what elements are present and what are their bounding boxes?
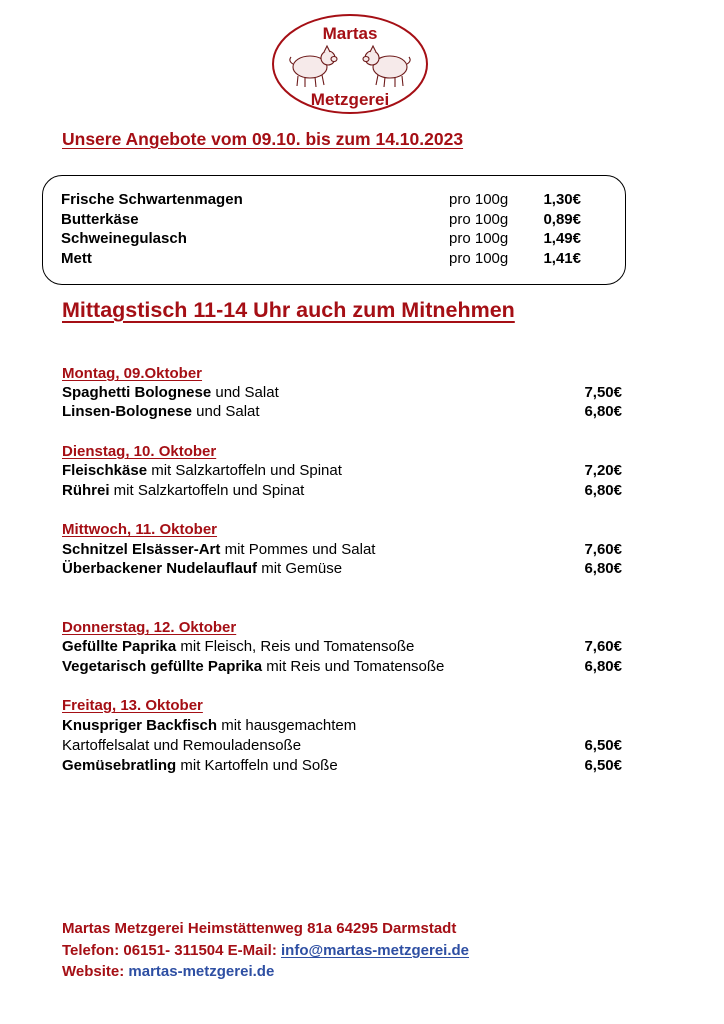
dish-name: Gefüllte Paprika [62, 638, 177, 655]
dish-side: Kartoffelsalat und Remouladensoße [62, 737, 302, 754]
dish-side: mit Gemüse [257, 560, 343, 577]
dish-side: und Salat [211, 384, 279, 401]
dish-price: 7,20€ [584, 462, 622, 479]
dish-row [62, 658, 622, 678]
footer-address: Martas Metzgerei Heimstättenweg 81a 64295 Darmstadt [62, 920, 457, 937]
dish-name: Linsen-Bolognese [62, 403, 193, 420]
offer-row [61, 230, 621, 250]
dish-price: 6,80€ [584, 560, 622, 577]
offer-name: Frische Schwartenmagen [61, 191, 243, 208]
dish-row [62, 737, 622, 757]
offer-price: 0,89€ [543, 211, 581, 228]
footer-contact [62, 942, 469, 959]
offer-unit: pro 100g [449, 250, 509, 267]
offer-price: 1,30€ [543, 191, 581, 208]
dish-side: mit Salzkartoffeln und Spinat [109, 482, 305, 499]
dish-name: Vegetarisch gefüllte Paprika [62, 658, 263, 675]
dish-side: mit Salzkartoffeln und Spinat [147, 462, 342, 479]
dish-row [62, 462, 622, 482]
email-link[interactable]: info@martas-metzgerei.de [281, 942, 470, 959]
dish-name: Gemüsebratling [62, 757, 177, 774]
dish-price: 7,60€ [584, 638, 622, 655]
svg-text:Martas: Martas [322, 24, 378, 43]
offer-row [61, 211, 621, 231]
dish-price: 6,80€ [584, 658, 622, 675]
dish-name: Rührei [62, 482, 110, 499]
dish-side: und Salat [192, 403, 260, 420]
offer-unit: pro 100g [449, 211, 509, 228]
dish-name: Schnitzel Elsässer-Art [62, 541, 221, 558]
svg-text:Metzgerei: Metzgerei [310, 90, 390, 109]
offers-title: Unsere Angebote vom 09.10. bis zum 14.10.2023 [62, 129, 464, 149]
dish-side: mit Reis und Tomatensoße [262, 658, 445, 675]
offer-name: Mett [61, 250, 92, 267]
dish-price: 6,50€ [584, 737, 622, 754]
footer-website [62, 963, 274, 980]
dish-row [62, 638, 622, 658]
dish-side: mit Fleisch, Reis und Tomatensoße [176, 638, 415, 655]
dish-price: 7,60€ [584, 541, 622, 558]
offer-price: 1,41€ [543, 250, 581, 267]
day-heading-dienstag: Dienstag, 10. Oktober [62, 443, 217, 460]
dish-row [62, 717, 622, 737]
offer-unit: pro 100g [449, 191, 509, 208]
dish-price: 6,80€ [584, 482, 622, 499]
offer-name: Schweinegulasch [61, 230, 187, 247]
dish-name: Knuspriger Backfisch [62, 717, 218, 734]
dish-row [62, 541, 622, 561]
dish-name: Spaghetti Bolognese [62, 384, 212, 401]
offer-row [61, 191, 621, 211]
day-heading-montag: Montag, 09.Oktober [62, 365, 203, 382]
offer-price: 1,49€ [543, 230, 581, 247]
offer-row [61, 250, 621, 270]
dish-name: Überbackener Nudelauflauf [62, 560, 258, 577]
day-heading-freitag: Freitag, 13. Oktober [62, 697, 203, 714]
website-link[interactable]: martas-metzgerei.de [128, 963, 275, 980]
dish-price: 6,80€ [584, 403, 622, 420]
offer-name: Butterkäse [61, 211, 139, 228]
dish-row [62, 482, 622, 502]
dish-row [62, 403, 622, 423]
dish-price: 6,50€ [584, 757, 622, 774]
lunch-title: Mittagstisch 11-14 Uhr auch zum Mitnehmen [62, 298, 515, 322]
dish-side: mit hausgemachtem [217, 717, 357, 734]
offer-unit: pro 100g [449, 230, 509, 247]
day-heading-donnerstag: Donnerstag, 12. Oktober [62, 619, 237, 636]
dish-row [62, 757, 622, 777]
day-heading-mittwoch: Mittwoch, 11. Oktober [62, 521, 218, 538]
footer-phone: Telefon: 06151- 311504 E-Mail: [62, 942, 281, 959]
website-label: Website: [62, 963, 129, 980]
dish-side: mit Pommes und Salat [220, 541, 376, 558]
logo [270, 12, 430, 116]
dish-name: Fleischkäse [62, 462, 148, 479]
dish-row [62, 560, 622, 580]
dish-price: 7,50€ [584, 384, 622, 401]
dish-side: mit Kartoffeln und Soße [176, 757, 338, 774]
dish-row [62, 384, 622, 404]
